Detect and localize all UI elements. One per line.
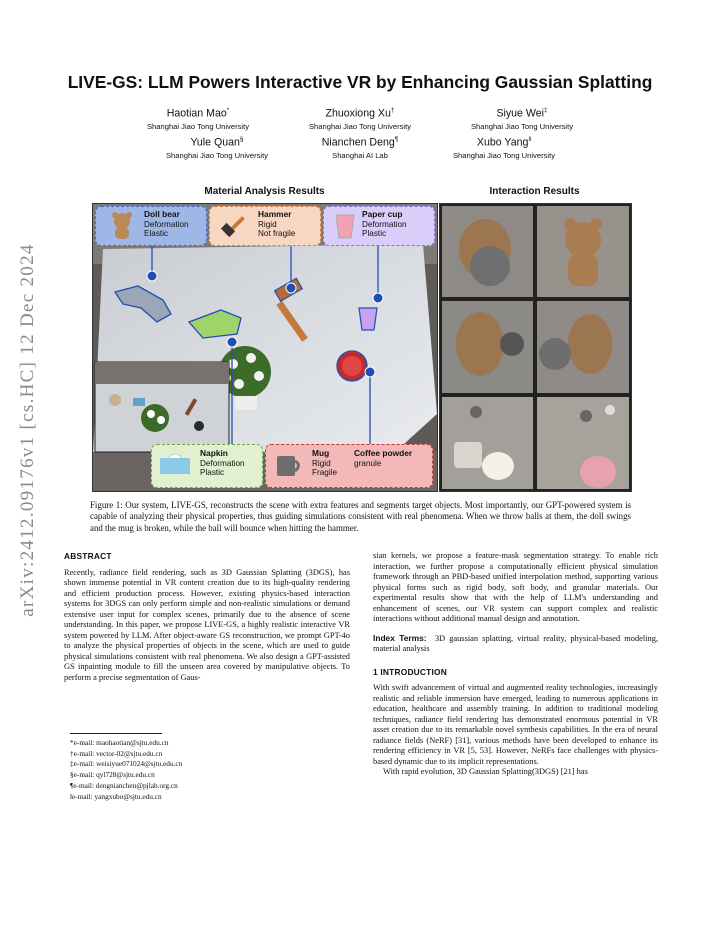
footnote: †e-mail: vector-02@sjtu.edu.cn: [70, 748, 163, 758]
napkin-card: Napkin Deformation Plastic: [151, 444, 263, 488]
right-column: [373, 551, 658, 778]
author-4: Yule Quan§ Shanghai Jiao Tong University: [165, 136, 268, 160]
footnote: ¶e-mail: dengnianchen@pjlab.org.cn: [70, 780, 178, 790]
paper-cup-card: Paper cup Deformation Plastic: [323, 206, 435, 246]
intro-paragraph-1: With swift advancement of virtual and augmented reality technologies, increasingly realistic and reliable immersion have emerged, leading to numerous applications in education, healthcare and assembly training. In addition to traditional modeling techniques, radiance field rendering has demonstrated enormous potential in VR asset creation due to its remarkable novel synthesis capabilities. In the era of neural radiance fields (NeRF) [31], various methods have been developed to enhance its rendering efficiency in VR [5, 53]. However, NeRFs face challenges with physics-based dynamic due to its implicit representations.: [373, 683, 658, 766]
doll-bear-icon: [110, 211, 134, 241]
abstract-heading: ABSTRACT: [64, 551, 112, 561]
index-terms: Index Terms: 3D gaussian splatting, virtual reality, physical-based modeling, material analysis: [373, 632, 658, 653]
author-2: Zhuoxiong Xu† Shanghai Jiao Tong University: [308, 107, 411, 131]
scene-panel: [92, 203, 438, 492]
paper-cup-icon: [334, 212, 356, 240]
author-6: Xubo Yang‖ Shanghai Jiao Tong University: [452, 136, 555, 160]
footnote: ‡e-mail: weisiyue071024@sjtu.edu.cn: [70, 759, 183, 769]
figure-1: [92, 186, 630, 490]
mug-card: Mug Rigid Fragile Coffee powder granule: [265, 444, 433, 488]
paper-title: LIVE-GS: LLM Powers Interactive VR by Enhancing Gaussian Splatting: [67, 72, 653, 92]
footnote: ‖e-mail: yangxubo@sjtu.edu.cn: [70, 791, 162, 801]
footnotes: [70, 738, 350, 802]
footnote: *e-mail: maohaotian@sjtu.edu.cn: [70, 738, 169, 747]
abstract-text: Recently, radiance field rendering, such as 3D Gaussian Splatting (3DGS), has shown immense potential in VR content creation due to its high-quality rendering and efficient production process. However, existing physics-based interaction systems for 3DGS can only perform simple and non-realistic simulations or demand extensive user input for complex scenes, primarily due to the absence of scene understanding. In this paper, we propose LIVE-GS, a highly realistic interactive VR system powered by LLM. After object-aware GS reconstruction, we prompt GPT-4o to analyze the physical properties of objects in the scene, which are used to guide physical simulations consistent with real phenomena. We also design a GPT-assisted GS inpainting module to fill the unseen area covered by manipulative objects. To perform a precise segmentation of Gaus-: [64, 567, 350, 682]
footnote: §e-mail: qyl728@sjtu.edu.cn: [70, 770, 155, 780]
interaction-results-title: Interaction Results: [489, 186, 580, 197]
doll-bear-card: Doll bear Deformation Elastic: [95, 206, 207, 246]
abstract-section: [64, 551, 350, 683]
footnote-rule: [70, 733, 162, 734]
intro-paragraph-2: With rapid evolution, 3D Gaussian Splatting(3DGS) [21] has: [383, 767, 588, 776]
abstract-continued: sian kernels, we propose a feature-mask segmentation strategy. To enable rich interaction, we further propose a computationally efficient physical simulation framework through an PBD-based unified interpolation method, supporting various physical forms such as rigid body, soft body, and granular materials. Our experimental results show that with the help of LLM's understanding and enhancement of scenes, our VR system can support complex and realistic interactions without additional manual design and annotation.: [373, 551, 658, 623]
author-1: Haotian Mao* Shanghai Jiao Tong University: [146, 107, 249, 131]
author-3: Siyue Wei‡ Shanghai Jiao Tong University: [470, 107, 573, 131]
arxiv-stamp: arXiv:2412.09176v1 [cs.HC] 12 Dec 2024: [17, 243, 38, 617]
figure-caption: Figure 1: Our system, LIVE-GS, reconstructs the scene with extra features and segments target objects. Most importantly, our GPT-powered system is capable of analyzing their physical properties, thus guiding simulations consistent with real phenomena. When we throw balls at them, the doll swings and the mug is broken, while the ball will bounce when hitting the hammer.: [90, 500, 631, 533]
interaction-frames: [440, 204, 631, 491]
author-5: Nianchen Deng¶ Shanghai AI Lab: [321, 136, 399, 160]
mug-icon: [274, 451, 304, 481]
hammer-icon: [220, 212, 250, 240]
introduction-heading: 1 INTRODUCTION: [373, 666, 447, 677]
material-analysis-title: Material Analysis Results: [204, 186, 325, 197]
napkin-icon: [158, 452, 192, 478]
interaction-panel: [439, 203, 632, 492]
hammer-card: Hammer Rigid Not fragile: [209, 206, 321, 246]
